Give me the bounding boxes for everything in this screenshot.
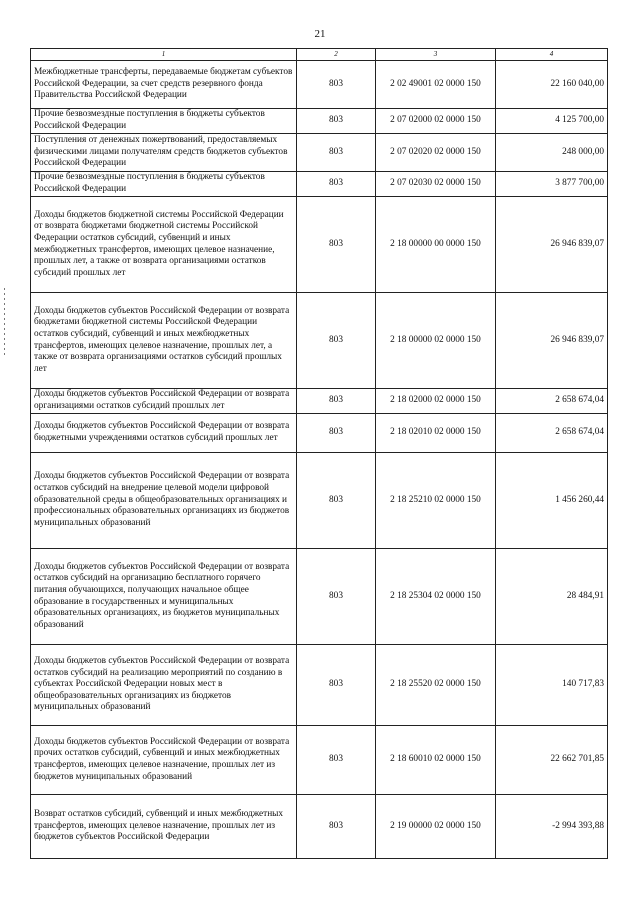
table-row: [31, 134, 608, 172]
table-row: [31, 61, 608, 109]
row-name-cell: Доходы бюджетов субъектов Российской Федерации от возврата остатков субсидий на реализацию мероприятий по созданию в субъектах Российской Федерации новых мест в общеобразовательных организациях из бюджетов муниципальных образований: [31, 645, 297, 726]
row-budget-code-cell: 2 18 00000 00 0000 150: [376, 197, 496, 293]
row-admin-code-cell: 803: [297, 414, 376, 453]
table-row: [31, 453, 608, 549]
row-admin-code-cell: 803: [297, 134, 376, 172]
table-row: [31, 795, 608, 859]
row-amount-cell: 4 125 700,00: [496, 109, 608, 134]
row-budget-code-cell: 2 07 02020 02 0000 150: [376, 134, 496, 172]
row-admin-code-cell: 803: [297, 293, 376, 389]
page-number: 21: [314, 28, 326, 40]
column-number-row: [31, 49, 608, 61]
row-admin-code-cell: 803: [297, 726, 376, 795]
table-row: [31, 197, 608, 293]
row-name-cell: Доходы бюджетов субъектов Российской Федерации от возврата бюджетами бюджетной системы Российской Федерации остатков субсидий, субвенций и иных межбюджетных трансфертов, имеющих целевое назначение, прошлых лет, а также от возврата организациями остатков субсидий прошлых лет: [31, 293, 297, 389]
row-amount-cell: 2 658 674,04: [496, 389, 608, 414]
row-amount-cell: -2 994 393,88: [496, 795, 608, 859]
row-budget-code-cell: 2 18 00000 02 0000 150: [376, 293, 496, 389]
table-row: [31, 726, 608, 795]
row-admin-code-cell: 803: [297, 795, 376, 859]
row-admin-code-cell: 803: [297, 61, 376, 109]
row-budget-code-cell: 2 18 02000 02 0000 150: [376, 389, 496, 414]
row-admin-code-cell: 803: [297, 197, 376, 293]
table-row: [31, 109, 608, 134]
row-budget-code-cell: 2 02 49001 02 0000 150: [376, 61, 496, 109]
row-amount-cell: 248 000,00: [496, 134, 608, 172]
table-row: [31, 389, 608, 414]
row-amount-cell: 26 946 839,07: [496, 197, 608, 293]
row-admin-code-cell: 803: [297, 389, 376, 414]
row-budget-code-cell: 2 18 60010 02 0000 150: [376, 726, 496, 795]
row-amount-cell: 3 877 700,00: [496, 172, 608, 197]
binding-edge-mark: [4, 288, 5, 358]
row-name-cell: Доходы бюджетов субъектов Российской Федерации от возврата организациями остатков субсидий прошлых лет: [31, 389, 297, 414]
row-admin-code-cell: 803: [297, 549, 376, 645]
table-row: [31, 172, 608, 197]
row-amount-cell: 26 946 839,07: [496, 293, 608, 389]
revenue-table: [30, 48, 608, 859]
column-number-2: 2: [297, 49, 376, 61]
column-number-1: 1: [31, 49, 297, 61]
table-row: [31, 414, 608, 453]
row-admin-code-cell: 803: [297, 172, 376, 197]
row-admin-code-cell: 803: [297, 645, 376, 726]
column-number-3: 3: [376, 49, 496, 61]
row-name-cell: Доходы бюджетов бюджетной системы Российской Федерации от возврата бюджетами бюджетной системы Российской Федерации остатков субсидий, субвенций и иных межбюджетных трансфертов, имеющих целевое назначение, прошлых лет, а также от возврата организациями остатков субсидий прошлых лет: [31, 197, 297, 293]
row-name-cell: Поступления от денежных пожертвований, предоставляемых физическими лицами получателям средств бюджетов субъектов Российской Федерации: [31, 134, 297, 172]
row-budget-code-cell: 2 07 02030 02 0000 150: [376, 172, 496, 197]
row-budget-code-cell: 2 07 02000 02 0000 150: [376, 109, 496, 134]
row-name-cell: Прочие безвозмездные поступления в бюджеты субъектов Российской Федерации: [31, 172, 297, 197]
table-row: [31, 645, 608, 726]
table-row: [31, 549, 608, 645]
row-budget-code-cell: 2 18 25210 02 0000 150: [376, 453, 496, 549]
row-amount-cell: 22 662 701,85: [496, 726, 608, 795]
row-name-cell: Доходы бюджетов субъектов Российской Федерации от возврата прочих остатков субсидий, субвенций и иных межбюджетных трансфертов, имеющих целевое назначение, прошлых лет из бюджетов муниципальных образований: [31, 726, 297, 795]
row-name-cell: Доходы бюджетов субъектов Российской Федерации от возврата остатков субсидий на организацию бесплатного горячего питания обучающихся, получающих начальное общее образование в государственных и муниципальных образовательных организациях, из бюджетов муниципальных образований: [31, 549, 297, 645]
row-name-cell: Доходы бюджетов субъектов Российской Федерации от возврата бюджетными учреждениями остатков субсидий прошлых лет: [31, 414, 297, 453]
row-amount-cell: 28 484,91: [496, 549, 608, 645]
row-budget-code-cell: 2 18 02010 02 0000 150: [376, 414, 496, 453]
row-admin-code-cell: 803: [297, 109, 376, 134]
row-amount-cell: 22 160 040,00: [496, 61, 608, 109]
row-budget-code-cell: 2 18 25304 02 0000 150: [376, 549, 496, 645]
table-body: [31, 61, 608, 859]
row-name-cell: Возврат остатков субсидий, субвенций и иных межбюджетных трансфертов, имеющих целевое назначение, прошлых лет из бюджетов субъектов Российской Федерации: [31, 795, 297, 859]
row-name-cell: Прочие безвозмездные поступления в бюджеты субъектов Российской Федерации: [31, 109, 297, 134]
table-row: [31, 293, 608, 389]
row-admin-code-cell: 803: [297, 453, 376, 549]
row-name-cell: Доходы бюджетов субъектов Российской Федерации от возврата остатков субсидий на внедрение целевой модели цифровой образовательной среды в общеобразовательных организациях и профессиональных образовательных организациях из бюджетов муниципальных образований: [31, 453, 297, 549]
row-budget-code-cell: 2 19 00000 02 0000 150: [376, 795, 496, 859]
row-amount-cell: 1 456 260,44: [496, 453, 608, 549]
column-number-4: 4: [496, 49, 608, 61]
row-amount-cell: 2 658 674,04: [496, 414, 608, 453]
row-amount-cell: 140 717,83: [496, 645, 608, 726]
row-budget-code-cell: 2 18 25520 02 0000 150: [376, 645, 496, 726]
row-name-cell: Межбюджетные трансферты, передаваемые бюджетам субъектов Российской Федерации, за счет средств резервного фонда Правительства Российской Федерации: [31, 61, 297, 109]
